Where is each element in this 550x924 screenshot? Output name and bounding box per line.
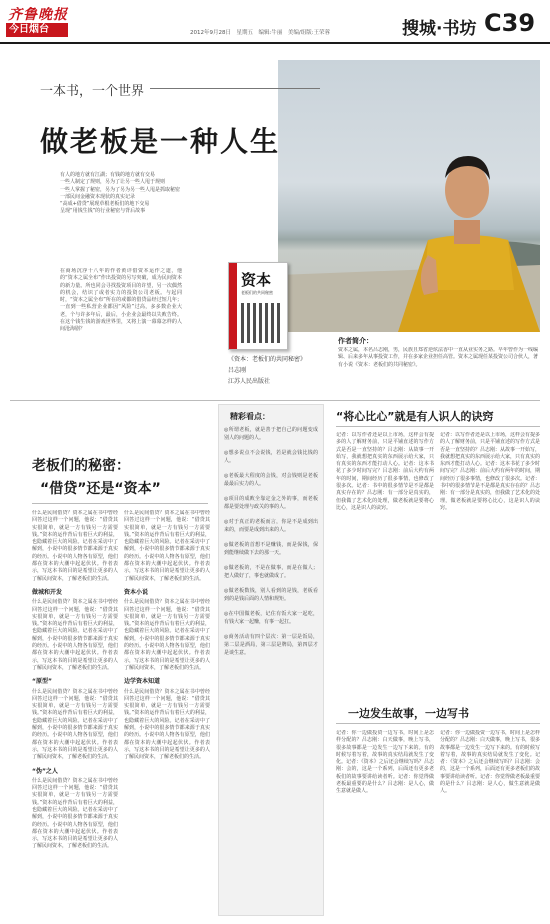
seaside-portrait [278,60,540,332]
left-article-title-1: 老板们的秘密： [32,458,130,474]
edition-badge [6,23,68,37]
article-subhead: “原型” [32,678,52,686]
article-subhead: 边学资本知道 [124,678,161,686]
caption-author: 吕志刚 [228,367,247,374]
caption-title: 《资本：老板们的共同秘密》 [228,356,307,363]
book-caption [228,354,306,387]
feature-photo [278,60,540,332]
intro-line: 一部民间金融资本现状的真实记录 [60,193,136,200]
highlight-item: ◎做老板的首想不是赚钱，而是保钱，保到能继续做下去的那一天。 [224,542,318,556]
kicker-text: 一本书，一个世界 [40,84,145,99]
highlight-item: ◎做老板数钱，别人看到的是钱，老板看到的是钱后面的人情和规矩。 [224,588,318,602]
intro-lines [60,172,182,216]
feature-headline: 做老板是一种人生 [40,125,281,158]
article-subhead: “伪”之人 [32,767,58,775]
highlight-item: ◎在中国做老板，记住有饭大家一起吃，有钱大家一起赚，有事一起扛。 [224,611,318,625]
newspaper-logo: 齐鲁晚报 [8,7,68,23]
highlight-item: ◎所谓老板，就是善于把自己的问题变成别人的问题的人。 [224,427,318,441]
kicker-rule [150,88,320,89]
caption-publisher: 江苏人民出版社 [228,378,271,385]
left-article-title-2: “借贷”还是“资本” [40,481,161,497]
author-intro-title: 作者简介： [338,337,373,345]
interview-col2: 记者：以写作者还是以上市场，这样会有提多的人了解财务前，只是平铺直述的写作方式是否是一直坚持的？吕志刚：从故事一开始写，我就想把真实的东西展示给大家，只有真实的东西才能打动人心。记者：这本书花了多少时间写完？吕志刚：前后大约有两年的时间，期间经历了很多事情，也修改了很多次。记者：书中的很多情节是不是都是真实存在的？吕志刚：有一部分是真实的，但我做了艺术化的处理，做老板就是要将心比心，这是识人的诀窍。 [440,432,540,511]
highlights-list [224,426,318,657]
interview-rule [336,426,540,427]
story-title: 一边发生故事，一边写书 [348,707,469,720]
cover-subtitle: 老板们的共同秘密 [241,290,273,295]
highlight-item: ◎想多说点不会说钱，若是就会钱比钱的人。 [224,450,318,464]
cover-title: 资本 [241,271,272,289]
masthead [0,0,550,44]
intro-body: 在商场沉浮十八年的作者黄详借资本运作之道，他的“资本之属全布”作出投资的另写突破，成为民间资本的新力量。所也同会寻找投资项目的许望，另一次偶然的机会，结识了或者实力的投资公司老板。与起同时，“资本之属全布”所在的戒都的借贷品经过短几年；一直到一些私营企业都因“风险”过高，多多数企业大老，个与许多年后，最后，小企业会最终以失败告终。在这个钱生钱的游戏世界里，又将上演一幕幕怎样的人间沧海剧？ [60,268,182,333]
highlight-item: ◎老板最大程度的会钱，对会钱则是老板最最后实力的人。 [224,473,318,487]
article-subhead: 资本小说 [124,588,149,596]
feature-kicker [40,80,144,99]
left-article-col2 [124,510,210,915]
section-title: 搜城·书坊 [402,19,477,39]
intro-line: 一些人掌握了秘密，另为了另为另一些人甩是抓取秘密 [60,186,181,193]
cover-art [241,303,281,343]
author-intro-text: 资本之属，本名吕志刚，男，民族且郑省逆炫法香中一直从业实务之路。早年曾作为一线编辑、后来多年从事投资工作，并在多家企业担任高管。资本之属现任某投资公司合伙人，著有小说《资本：老板们的共同秘密》。 [338,347,538,368]
intro-line: “高成+借贷”展现草根老板们的地下交易 [60,201,150,208]
page-number: C39 [484,9,536,37]
article-paragraph: 什么是民间借贷？资本之属在书中曾经回答过这样一个问题，他说：“借贷其实很简单，就是一方有钱另一方需要钱。”资本的运作背后有着巨大的利益，也隐藏着巨大的风险。记者在采访中了解到，小说中的很多情节都来源于真实的经历。小说中的人物各有原型，他们都在资本的大潮中起起伏伏。作者表示，写这本书的目的是希望让更多的人了解民间资本，了解老板们的生活。 [32,510,118,582]
left-article-col1 [32,510,118,915]
story-rule [336,723,540,724]
highlight-item: ◎对于真正的老板而言，你是不是成到出来的，而要是成到出来的人。 [224,519,318,533]
interview-col1: 记者：以写作者还是以上市场，这样会有提多的人了解财务前，只是平铺直述的写作方式是否是一直坚持的？吕志刚：从故事一开始写，我就想把真实的东西展示给大家，只有真实的东西才能打动人心。记者：这本书花了多少时间写完？吕志刚：前后大约有两年的时间，期间经历了很多事情，也修改了很多次。记者：书中的很多情节是不是都是真实存在的？吕志刚：有一部分是真实的，但我做了艺术化的处理，做老板就是要将心比心，这是识人的诀窍。 [336,432,434,511]
left-article-rule [32,503,208,504]
article-subhead: 做城和开发 [32,588,63,596]
issue-info: 2012年9月28日 星期五 编辑:牛丽 美编/组版:王荣蓉 [190,30,331,36]
article-paragraph: 什么是民间借贷？资本之属在书中曾经回答过这样一个问题，他说：“借贷其实很简单，就是一方有钱另一方需要钱。”资本的运作背后有着巨大的利益，也隐藏着巨大的风险。记者在采访中了解到，小说中的很多情节都来源于真实的经历。小说中的人物各有原型，他们都在资本的大潮中起起伏伏。作者表示，写这本书的目的是希望让更多的人了解民间资本，了解老板们的生活。 [32,599,118,671]
article-paragraph: 什么是民间借贷？资本之属在书中曾经回答过这样一个问题，他说：“借贷其实很简单，就是一方有钱另一方需要钱。”资本的运作背后有着巨大的利益，也隐藏着巨大的风险。记者在采访中了解到，小说中的很多情节都来源于真实的经历。小说中的人物各有原型，他们都在资本的大潮中起起伏伏。作者表示，写这本书的目的是希望让更多的人了解民间资本，了解老板们的生活。 [124,599,210,671]
article-paragraph: 什么是民间借贷？资本之属在书中曾经回答过这样一个问题，他说：“借贷其实很简单，就是一方有钱另一方需要钱。”资本的运作背后有着巨大的利益，也隐藏着巨大的风险。记者在采访中了解到，小说中的很多情节都来源于真实的经历。小说中的人物各有原型，他们都在资本的大潮中起起伏伏。作者表示，写这本书的目的是希望让更多的人了解民间资本，了解老板们的生活。 [32,688,118,761]
section-divider [10,400,540,401]
intro-line: 呈现“用钱生钱”的行业秘密与背后故事 [60,208,146,215]
intro-line: 一些人制定了规则，另为了让另一些人甩于规则 [60,179,166,186]
highlight-item: ◎项目的成败全靠定金之外的事，而老板都是要处理与政关的事的人。 [224,496,318,510]
interview-title: “将心比心”就是有人识人的诀窍 [336,410,494,423]
intro-line: 有人的地方就有江湖；有钱的地方就有交易 [60,172,156,178]
book-cover [228,262,288,350]
highlight-item: ◎商务活动有四个层次：第一层是饭局，第二层是酒局，第三层是牌局，第四层才是谈生意。 [224,634,318,656]
story-col1: 记者：你一边做投资一边写书，时间上是怎样分配的？吕志刚：白天做事，晚上写书，很多故事都是一边发生一边写下来的。有的时候写着写着，故事的真实结局就发生了变化。记者：《资本》之后还会继续写吗？吕志刚：会的，这是一个系列，后面还有更多老板们的故事要讲给读者听。记者：你觉得做老板最重要的是什么？吕志刚：是人心，做生意就是做人。 [336,730,434,795]
story-col2: 记者：你一边做投资一边写书，时间上是怎样分配的？吕志刚：白天做事，晚上写书，很多故事都是一边发生一边写下来的。有的时候写着写着，故事的真实结局就发生了变化。记者：《资本》之后还会继续写吗？吕志刚：会的，这是一个系列，后面还有更多老板们的故事要讲给读者听。记者：你觉得做老板最重要的是什么？吕志刚：是人心，做生意就是做人。 [440,730,540,795]
edition-label: 今日烟台 [9,24,49,35]
cover-stripe [229,263,237,349]
highlights-title: 精彩看点： [230,412,270,421]
article-paragraph: 什么是民间借贷？资本之属在书中曾经回答过这样一个问题，他说：“借贷其实很简单，就是一方有钱另一方需要钱。”资本的运作背后有着巨大的利益，也隐藏着巨大的风险。记者在采访中了解到，小说中的很多情节都来源于真实的经历。小说中的人物各有原型，他们都在资本的大潮中起起伏伏。作者表示，写这本书的目的是希望让更多的人了解民间资本，了解老板们的生活。 [124,688,210,761]
article-paragraph: 什么是民间借贷？资本之属在书中曾经回答过这样一个问题，他说：“借贷其实很简单，就是一方有钱另一方需要钱。”资本的运作背后有着巨大的利益，也隐藏着巨大的风险。记者在采访中了解到，小说中的很多情节都来源于真实的经历。小说中的人物各有原型，他们都在资本的大潮中起起伏伏。作者表示，写这本书的目的是希望让更多的人了解民间资本，了解老板们的生活。 [32,777,118,850]
highlight-item: ◎做老板的，不是在做事，而是在做人；把人做好了，事也就做成了。 [224,565,318,579]
article-paragraph: 什么是民间借贷？资本之属在书中曾经回答过这样一个问题，他说：“借贷其实很简单，就是一方有钱另一方需要钱。”资本的运作背后有着巨大的利益，也隐藏着巨大的风险。记者在采访中了解到，小说中的很多情节都来源于真实的经历。小说中的人物各有原型，他们都在资本的大潮中起起伏伏。作者表示，写这本书的目的是希望让更多的人了解民间资本，了解老板们的生活。 [124,510,210,582]
